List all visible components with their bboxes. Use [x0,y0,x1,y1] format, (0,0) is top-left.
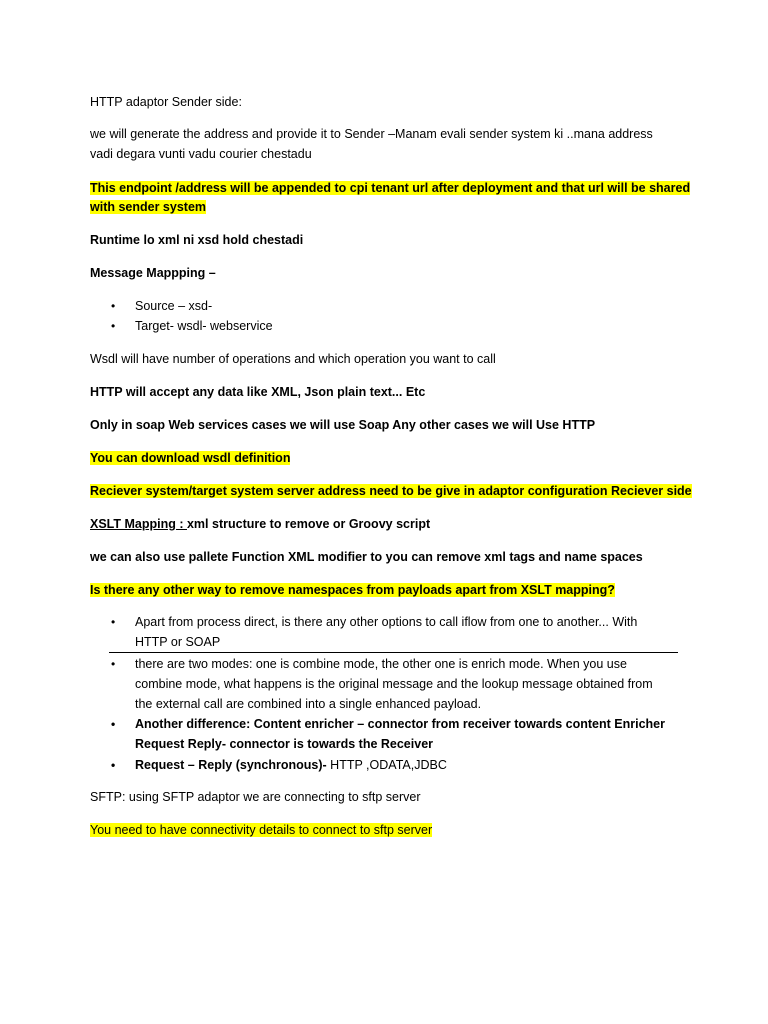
bullet-icon: • [111,657,116,671]
paragraph-generate-address-line1: we will generate the address and provide it to Sender –Manam evali sender system ki ..mana address [90,127,653,141]
bullet-icon: • [111,758,116,772]
list-item-process-direct-line2: HTTP or SOAP [135,635,221,649]
highlight-endpoint-line1 [90,178,690,198]
highlight-endpoint-line2 [90,197,206,217]
request-reply-label: Request – Reply (synchronous)- [135,758,327,772]
wsdl-operations-line: Wsdl will have number of operations and which operation you want to call [90,352,496,366]
pallete-function-line: we can also use pallete Function XML modifier to you can remove xml tags and name spaces [90,550,643,564]
xslt-mapping-text: xml structure to remove or Groovy script [186,517,431,531]
bullet-icon: • [111,717,116,731]
bullet-icon: • [111,299,116,313]
runtime-xsd-line: Runtime lo xml ni xsd hold chestadi [90,233,304,247]
paragraph-generate-address-line2: vadi degara vunti vadu courier chestadu [90,147,312,161]
heading-http-sender: HTTP adaptor Sender side: [90,95,242,109]
sftp-line: SFTP: using SFTP adaptor we are connecting to sftp server [90,790,421,804]
mapping-item-target: Target- wsdl- webservice [135,319,273,333]
mapping-item-source: Source – xsd- [135,299,213,313]
list-item-request-reply [135,755,447,775]
highlight-endpoint-text2: with sender system [90,200,207,214]
soap-cases-line: Only in soap Web services cases we will use Soap Any other cases we will Use HTTP [90,418,596,432]
list-item-difference-line1 [135,714,665,734]
highlight-endpoint-text1: This endpoint /address will be appended to cpi tenant url after deployment and that url will be shared [90,181,691,195]
list-item-modes-line3: the external call are combined into a single enhanced payload. [135,697,482,711]
list-item-modes-line2: combine mode, what happens is the original message and the lookup message obtained from [135,677,653,691]
namespaces-question-text: Is there any other way to remove namespaces from payloads apart from XSLT mapping? [90,583,615,597]
http-accept-line: HTTP will accept any data like XML, Json plain text... Etc [90,385,426,399]
sftp-connectivity-text: You need to have connectivity details to connect to sftp server [90,823,433,837]
difference-text: : Content enricher – connector from receiver towards content Enricher [246,717,665,731]
horizontal-rule [109,652,678,653]
sftp-connectivity-line [90,820,432,840]
receiver-config-line [90,481,692,501]
xslt-mapping-line [90,514,430,534]
download-wsdl-line [90,448,290,468]
bullet-icon: • [111,319,116,333]
list-item-modes-line1: there are two modes: one is combine mode, the other one is enrich mode. When you use [135,657,627,671]
difference-label: Another difference [135,717,247,731]
bullet-icon: • [111,615,116,629]
list-item-difference-line2: Request Reply- connector is towards the Receiver [135,737,434,751]
receiver-config-text: Reciever system/target system server address need to be give in adaptor configuration Reciever side [90,484,692,498]
download-wsdl-text: You can download wsdl definition [90,451,291,465]
request-reply-protocols: HTTP ,ODATA,JDBC [326,758,447,772]
xslt-mapping-label: XSLT Mapping : [90,517,187,531]
message-mapping-title: Message Mappping – [90,266,216,280]
namespaces-question-line [90,580,615,600]
list-item-process-direct-line1: Apart from process direct, is there any other options to call iflow from one to another... With [135,615,638,629]
